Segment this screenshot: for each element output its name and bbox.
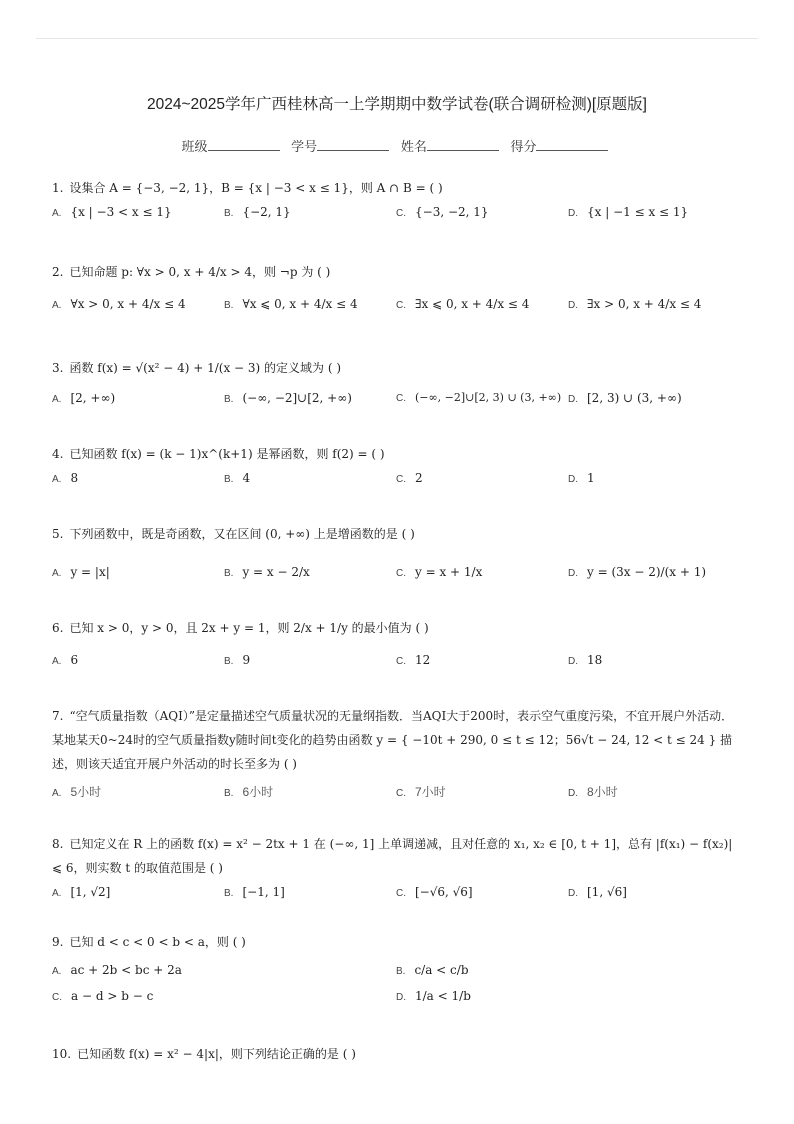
question-2: [52, 260, 742, 320]
question-stem: 8. 已知定义在 R 上的函数 f(x) = x² − 2tx + 1 在 (−∞, 1] 上单调递减，且对任意的 x₁, x₂ ∈ [0, t + 1]，总有 |f(x₁) − f(x₂)| ⩽ 6，则实数 t 的取值范围是 ( ): [52, 837, 733, 875]
field-label: 姓名: [400, 139, 427, 154]
option-c[interactable]: C. 7小时: [396, 785, 446, 799]
option-c[interactable]: C. y = x + 1/x: [396, 565, 483, 579]
options-row: [52, 466, 742, 494]
option-d[interactable]: D. 8小时: [568, 785, 618, 799]
question-5: [52, 522, 742, 588]
question-stem: 3. 函数 f(x) = √(x² − 4) + 1/(x − 3) 的定义域为 ( ): [52, 361, 342, 375]
option-b[interactable]: B. y = x − 2/x: [224, 565, 310, 579]
field-class: [182, 136, 284, 155]
question-9: [52, 930, 742, 1010]
option-d[interactable]: D. 1/a < 1/b: [396, 989, 471, 1003]
option-b[interactable]: B. 9: [224, 653, 251, 667]
student-info-fields: [0, 136, 794, 155]
option-c[interactable]: C. ∃x ⩽ 0, x + 4/x ≤ 4: [396, 297, 530, 311]
option-c[interactable]: C. {−3, −2, 1}: [396, 205, 489, 219]
field-label: 班级: [181, 139, 208, 154]
option-b[interactable]: B. {−2, 1}: [224, 205, 291, 219]
question-8: [52, 832, 742, 908]
option-c[interactable]: C. [−√6, √6]: [396, 885, 473, 899]
option-a[interactable]: A. [2, +∞): [52, 391, 116, 405]
question-4: [52, 442, 742, 494]
page-title: 2024~2025学年广西桂林高一上学期期中数学试卷(联合调研检测)[原题版]: [147, 96, 647, 113]
option-a[interactable]: A. y = |x|: [52, 565, 110, 579]
option-d[interactable]: D. 18: [568, 653, 603, 667]
option-d[interactable]: D. [2, 3) ∪ (3, +∞): [568, 391, 682, 405]
options-row: [52, 292, 742, 320]
question-6: [52, 616, 742, 676]
option-b[interactable]: B. 6小时: [224, 785, 274, 799]
options-row: [52, 200, 742, 228]
option-c[interactable]: C. (−∞, −2]∪[2, 3) ∪ (3, +∞): [396, 391, 562, 404]
option-b[interactable]: B. 4: [224, 471, 251, 485]
option-d[interactable]: D. [1, √6]: [568, 885, 627, 899]
question-stem: 10. 已知函数 f(x) = x² − 4|x|，则下列结论正确的是 ( ): [52, 1047, 356, 1061]
option-b[interactable]: B. ∀x ⩽ 0, x + 4/x ≤ 4: [224, 297, 358, 311]
field-score: [510, 136, 612, 155]
field-blank[interactable]: [536, 138, 608, 151]
question-1: [52, 176, 742, 228]
option-c[interactable]: C. 12: [396, 653, 431, 667]
question-10: [52, 1042, 742, 1066]
field-blank[interactable]: [427, 138, 499, 151]
question-7: [52, 704, 742, 808]
question-stem: 5. 下列函数中，既是奇函数，又在区间 (0, +∞) 上是增函数的是 ( ): [52, 527, 415, 541]
field-label: 得分: [510, 139, 537, 154]
option-a[interactable]: A. 5小时: [52, 785, 102, 799]
option-a[interactable]: A. [1, √2]: [52, 885, 111, 899]
field-label: 学号: [291, 139, 318, 154]
option-d[interactable]: D. ∃x > 0, x + 4/x ≤ 4: [568, 297, 702, 311]
option-d[interactable]: D. {x | −1 ≤ x ≤ 1}: [568, 205, 689, 219]
question-stem: 6. 已知 x > 0，y > 0，且 2x + y = 1，则 2/x + 1/y 的最小值为 ( ): [52, 621, 429, 635]
option-a[interactable]: A. ∀x > 0, x + 4/x ≤ 4: [52, 297, 186, 311]
question-3: [52, 356, 742, 414]
field-blank[interactable]: [208, 138, 280, 151]
option-b[interactable]: B. [−1, 1]: [224, 885, 285, 899]
top-rule: [36, 38, 758, 39]
field-blank[interactable]: [317, 138, 389, 151]
options-row: [52, 880, 742, 908]
option-a[interactable]: A. ac + 2b < bc + 2a: [52, 963, 182, 977]
question-stem: 1. 设集合 A = {−3, −2, 1}，B = {x | −3 < x ≤ 1}，则 A ∩ B = ( ): [52, 181, 443, 195]
option-b[interactable]: B. (−∞, −2]∪[2, +∞): [224, 391, 352, 405]
question-stem: 9. 已知 d < c < 0 < b < a，则 ( ): [52, 935, 246, 949]
option-d[interactable]: D. y = (3x − 2)/(x + 1): [568, 565, 707, 579]
field-name: [401, 136, 503, 155]
question-stem: 4. 已知函数 f(x) = (k − 1)x^(k+1) 是幂函数，则 f(2) = ( ): [52, 447, 385, 461]
options-row: [52, 984, 742, 1010]
options-row: [52, 560, 742, 588]
options-row: [52, 648, 742, 676]
question-stem: 2. 已知命题 p: ∀x > 0, x + 4/x > 4，则 ¬p 为 ( ): [52, 265, 331, 279]
question-stem: 7. “空气质量指数（AQI）”是定量描述空气质量状况的无量纲指数．当AQI大于200时，表示空气重度污染，不宜开展户外活动．某地某天0~24时的空气质量指数y随时间t变化的趋势由函数 y = { −10t + 290, 0 ≤ t ≤ 12；56√t − 24, 12 < t ≤ 24 } 描述，则该天适宜开展户外活动的时长至多为 ( ): [52, 709, 734, 771]
field-id: [291, 136, 393, 155]
option-c[interactable]: C. a − d > b − c: [52, 989, 154, 1003]
options-row: [52, 780, 742, 808]
option-a[interactable]: A. 6: [52, 653, 79, 667]
option-c[interactable]: C. 2: [396, 471, 423, 485]
option-d[interactable]: D. 1: [568, 471, 595, 485]
options-row: [52, 958, 742, 984]
options-row: [52, 386, 742, 414]
option-b[interactable]: B. c/a < c/b: [396, 963, 469, 977]
option-a[interactable]: A. 8: [52, 471, 79, 485]
option-a[interactable]: A. {x | −3 < x ≤ 1}: [52, 205, 172, 219]
